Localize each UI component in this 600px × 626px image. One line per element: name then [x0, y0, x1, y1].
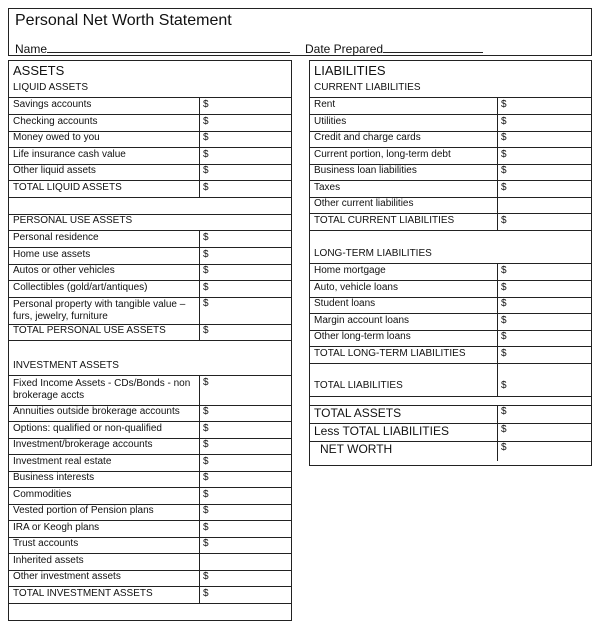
currency-sign: $ [203, 521, 209, 533]
currency-sign: $ [203, 181, 209, 193]
currency-sign: $ [501, 380, 507, 391]
row-total-current-liabilities-label: TOTAL CURRENT LIABILITIES [314, 214, 455, 226]
row-savings-accounts-label: Savings accounts [13, 99, 92, 110]
row-autos-or-other-vehicles[interactable] [9, 264, 291, 281]
investment-assets-heading [9, 359, 291, 376]
row-utilities-amount[interactable] [497, 115, 591, 131]
row-total-assets-label: TOTAL ASSETS [314, 406, 402, 420]
row-total-long-term-liabilities-label: TOTAL LONG-TERM LIABILITIES [314, 347, 466, 359]
row-net-worth-amount[interactable] [497, 441, 591, 461]
row-other-long-term-loans-label: Other long-term loans [314, 331, 411, 342]
currency-sign: $ [501, 347, 507, 359]
currency-sign: $ [203, 571, 209, 582]
row-commodities-label: Commodities [13, 488, 72, 500]
row-personal-property-with-tangible-value-fu-amount[interactable] [199, 297, 291, 324]
row-total-assets-amount[interactable] [497, 405, 591, 423]
row-rent-label: Rent [314, 99, 336, 110]
row-total-personal-use-assets-amount[interactable] [199, 324, 291, 340]
row-business-interests-label: Business interests [13, 472, 95, 483]
row-ira-or-keogh-plans-amount[interactable] [199, 521, 291, 537]
row-fixed-income-assets-cds-bonds-non-broker[interactable] [9, 376, 291, 406]
row-options-qualified-or-non-qualified[interactable] [9, 422, 291, 439]
currency-sign: $ [203, 406, 209, 417]
row-collectibles-gold-art-antiques[interactable] [9, 281, 291, 298]
row-personal-residence[interactable] [9, 231, 291, 248]
currency-sign: $ [203, 99, 209, 110]
row-margin-account-loans[interactable] [310, 314, 591, 331]
liquid-assets-heading [9, 81, 291, 98]
row-checking-accounts[interactable] [9, 115, 291, 132]
row-student-loans[interactable] [310, 297, 591, 314]
currency-sign: $ [203, 325, 209, 336]
row-rent-amount[interactable] [497, 98, 591, 114]
row-other-investment-assets[interactable] [9, 570, 291, 587]
assets-table [8, 60, 292, 621]
currency-sign: $ [203, 455, 209, 467]
currency-sign: $ [203, 132, 209, 143]
row-home-mortgage-label: Home mortgage [314, 265, 386, 276]
row-home-use-assets[interactable] [9, 248, 291, 265]
row-total-current-liabilities-amount[interactable] [497, 214, 591, 230]
row-money-owed-to-you-amount[interactable] [199, 131, 291, 147]
currency-sign: $ [501, 406, 507, 417]
row-checking-accounts-amount[interactable] [199, 115, 291, 131]
assets-title-label: ASSETS [13, 63, 65, 78]
row-current-portion-long-term-debt[interactable] [310, 148, 591, 165]
row-total-long-term-liabilities-amount[interactable] [497, 347, 591, 363]
row-investment-brokerage-accounts-label: Investment/brokerage accounts [13, 439, 153, 450]
row-home-use-assets-amount[interactable] [199, 248, 291, 264]
currency-sign: $ [501, 214, 507, 226]
row-fixed-income-assets-cds-bonds-non-broker-label: Fixed Income Assets - CDs/Bonds - non brokerage accts [13, 378, 191, 401]
longterm-liabilities-heading [310, 247, 591, 264]
row-ira-or-keogh-plans[interactable] [9, 521, 291, 538]
liquid-assets-heading-label: LIQUID ASSETS [13, 82, 89, 93]
row-less-total-liabilities-label: Less TOTAL LIABILITIES [314, 424, 449, 438]
currency-sign: $ [203, 439, 209, 450]
row-taxes-label: Taxes [314, 181, 341, 193]
row-life-insurance-cash-value-label: Life insurance cash value [13, 148, 126, 160]
row-personal-property-with-tangible-value-fu[interactable] [9, 297, 291, 325]
row-total-assets[interactable] [310, 405, 591, 424]
row-taxes[interactable] [310, 181, 591, 198]
row-commodities[interactable] [9, 488, 291, 505]
row-other-long-term-loans[interactable] [310, 330, 591, 347]
row-business-loan-liabilities-label: Business loan liabilities [314, 165, 417, 176]
currency-sign: $ [203, 488, 209, 500]
currency-sign: $ [501, 314, 507, 326]
row-home-use-assets-label: Home use assets [13, 248, 91, 260]
currency-sign: $ [501, 281, 507, 293]
currency-sign: $ [501, 424, 507, 435]
row-inherited-assets-label: Inherited assets [13, 554, 84, 566]
row-investment-real-estate-amount[interactable] [199, 455, 291, 471]
row-investment-brokerage-accounts[interactable] [9, 438, 291, 455]
row-vested-portion-of-pension-plans-label: Vested portion of Pension plans [13, 505, 154, 516]
row-autos-or-other-vehicles-amount[interactable] [199, 264, 291, 280]
row-credit-and-charge-cards-label: Credit and charge cards [314, 132, 421, 143]
row-personal-property-with-tangible-value-fu-label: Personal property with tangible value – furs, jewelry, furniture [13, 299, 186, 322]
summary-separator [310, 405, 591, 406]
currency-sign: $ [501, 148, 507, 160]
row-annuities-outside-brokerage-accounts-amount[interactable] [199, 405, 291, 421]
row-fixed-income-assets-cds-bonds-non-broker-amount[interactable] [199, 376, 291, 405]
date-prepared-label: Date Prepared [305, 42, 384, 56]
row-investment-real-estate-label: Investment real estate [13, 455, 112, 467]
row-business-loan-liabilities[interactable] [310, 164, 591, 181]
date-prepared-field[interactable] [305, 40, 483, 56]
currency-sign: $ [203, 505, 209, 516]
row-total-liabilities[interactable] [310, 363, 591, 397]
name-field[interactable] [15, 40, 290, 56]
row-life-insurance-cash-value-amount[interactable] [199, 148, 291, 164]
currency-sign: $ [501, 298, 507, 309]
currency-sign: $ [203, 248, 209, 260]
row-total-liquid-assets-label: TOTAL LIQUID ASSETS [13, 181, 122, 193]
row-vested-portion-of-pension-plans-amount[interactable] [199, 504, 291, 520]
page-title: Personal Net Worth Statement [15, 12, 232, 29]
row-collectibles-gold-art-antiques-amount[interactable] [199, 281, 291, 297]
row-money-owed-to-you[interactable] [9, 131, 291, 148]
row-other-investment-assets-amount[interactable] [199, 570, 291, 586]
currency-sign: $ [203, 422, 209, 434]
row-trust-accounts-amount[interactable] [199, 537, 291, 553]
assets-spacer-1 [9, 197, 291, 215]
row-home-mortgage-amount[interactable] [497, 264, 591, 280]
row-rent[interactable] [310, 98, 591, 115]
row-total-liabilities-amount[interactable] [497, 363, 591, 396]
row-other-long-term-loans-amount[interactable] [497, 330, 591, 346]
row-auto-vehicle-loans-label: Auto, vehicle loans [314, 281, 398, 293]
row-taxes-amount[interactable] [497, 181, 591, 197]
row-inherited-assets-amount[interactable] [199, 554, 291, 570]
row-utilities[interactable] [310, 115, 591, 132]
currency-sign: $ [501, 115, 507, 127]
row-home-mortgage[interactable] [310, 264, 591, 281]
row-student-loans-label: Student loans [314, 298, 376, 309]
row-investment-brokerage-accounts-amount[interactable] [199, 438, 291, 454]
personal-use-heading-label: PERSONAL USE ASSETS [13, 215, 133, 226]
row-business-interests-amount[interactable] [199, 471, 291, 487]
row-other-liquid-assets[interactable] [9, 164, 291, 181]
row-other-liquid-assets-amount[interactable] [199, 164, 291, 180]
liabilities-title [310, 63, 591, 81]
row-total-liquid-assets[interactable] [9, 181, 291, 198]
personal-use-heading [9, 214, 291, 231]
row-auto-vehicle-loans[interactable] [310, 281, 591, 298]
row-money-owed-to-you-label: Money owed to you [13, 132, 100, 143]
row-utilities-label: Utilities [314, 115, 347, 127]
row-annuities-outside-brokerage-accounts[interactable] [9, 405, 291, 422]
row-other-current-liabilities-amount[interactable] [497, 197, 591, 213]
currency-sign: $ [203, 115, 209, 127]
row-other-current-liabilities-label: Other current liabilities [314, 198, 414, 209]
currency-sign: $ [203, 587, 209, 599]
row-net-worth[interactable] [310, 441, 591, 461]
currency-sign: $ [501, 331, 507, 342]
row-ira-or-keogh-plans-label: IRA or Keogh plans [13, 521, 100, 533]
row-options-qualified-or-non-qualified-amount[interactable] [199, 422, 291, 438]
currency-sign: $ [501, 442, 507, 453]
row-investment-real-estate[interactable] [9, 455, 291, 472]
row-total-current-liabilities[interactable] [310, 214, 591, 231]
row-credit-and-charge-cards[interactable] [310, 131, 591, 148]
currency-sign: $ [203, 148, 209, 160]
currency-sign: $ [203, 377, 209, 388]
currency-sign: $ [203, 165, 209, 176]
row-collectibles-gold-art-antiques-label: Collectibles (gold/art/antiques) [13, 281, 148, 293]
row-savings-accounts-amount[interactable] [199, 98, 291, 114]
row-other-current-liabilities[interactable] [310, 197, 591, 214]
currency-sign: $ [203, 265, 209, 276]
liabilities-title-label: LIABILITIES [314, 63, 386, 78]
currency-sign: $ [501, 181, 507, 193]
row-vested-portion-of-pension-plans[interactable] [9, 504, 291, 521]
row-other-liquid-assets-label: Other liquid assets [13, 165, 96, 176]
row-total-personal-use-assets[interactable] [9, 324, 291, 341]
row-checking-accounts-label: Checking accounts [13, 115, 98, 127]
row-trust-accounts-label: Trust accounts [13, 538, 79, 549]
row-total-liquid-assets-amount[interactable] [199, 181, 291, 197]
row-total-investment-assets-amount[interactable] [199, 587, 291, 603]
header-box [8, 8, 592, 56]
row-total-liabilities-label: TOTAL LIABILITIES [314, 380, 403, 391]
currency-sign: $ [501, 99, 507, 110]
row-life-insurance-cash-value[interactable] [9, 148, 291, 165]
currency-sign: $ [203, 281, 209, 293]
row-total-investment-assets-label: TOTAL INVESTMENT ASSETS [13, 587, 153, 599]
date-prepared-blank[interactable] [383, 40, 483, 53]
currency-sign: $ [203, 298, 209, 309]
currency-sign: $ [501, 132, 507, 143]
currency-sign: $ [203, 538, 209, 549]
row-autos-or-other-vehicles-label: Autos or other vehicles [13, 265, 115, 276]
row-options-qualified-or-non-qualified-label: Options: qualified or non-qualified [13, 422, 162, 434]
row-total-personal-use-assets-label: TOTAL PERSONAL USE ASSETS [13, 325, 166, 336]
row-margin-account-loans-label: Margin account loans [314, 314, 410, 326]
longterm-liabilities-heading-label: LONG-TERM LIABILITIES [314, 248, 432, 259]
investment-assets-heading-label: INVESTMENT ASSETS [13, 360, 119, 371]
row-business-loan-liabilities-amount[interactable] [497, 164, 591, 180]
row-less-total-liabilities-amount[interactable] [497, 423, 591, 441]
currency-sign: $ [203, 232, 209, 243]
row-business-interests[interactable] [9, 471, 291, 488]
liabilities-table [309, 60, 592, 466]
row-commodities-amount[interactable] [199, 488, 291, 504]
name-blank[interactable] [47, 40, 290, 53]
row-personal-residence-label: Personal residence [13, 232, 99, 243]
current-liabilities-heading [310, 81, 591, 98]
row-current-portion-long-term-debt-amount[interactable] [497, 148, 591, 164]
row-trust-accounts[interactable] [9, 537, 291, 554]
row-student-loans-amount[interactable] [497, 297, 591, 313]
current-liabilities-heading-label: CURRENT LIABILITIES [314, 82, 421, 93]
row-inherited-assets[interactable] [9, 554, 291, 571]
currency-sign: $ [203, 472, 209, 483]
row-less-total-liabilities[interactable] [310, 423, 591, 442]
row-annuities-outside-brokerage-accounts-label: Annuities outside brokerage accounts [13, 406, 180, 417]
row-auto-vehicle-loans-amount[interactable] [497, 281, 591, 297]
row-other-investment-assets-label: Other investment assets [13, 571, 121, 582]
row-total-investment-assets[interactable] [9, 587, 291, 604]
currency-sign: $ [501, 165, 507, 176]
row-net-worth-label: NET WORTH [320, 442, 393, 456]
assets-title [9, 63, 291, 81]
row-total-long-term-liabilities[interactable] [310, 347, 591, 364]
currency-sign: $ [501, 265, 507, 276]
name-label: Name [15, 42, 48, 56]
row-current-portion-long-term-debt-label: Current portion, long-term debt [314, 148, 451, 160]
row-savings-accounts[interactable] [9, 98, 291, 115]
row-personal-residence-amount[interactable] [199, 231, 291, 247]
row-credit-and-charge-cards-amount[interactable] [497, 131, 591, 147]
row-margin-account-loans-amount[interactable] [497, 314, 591, 330]
